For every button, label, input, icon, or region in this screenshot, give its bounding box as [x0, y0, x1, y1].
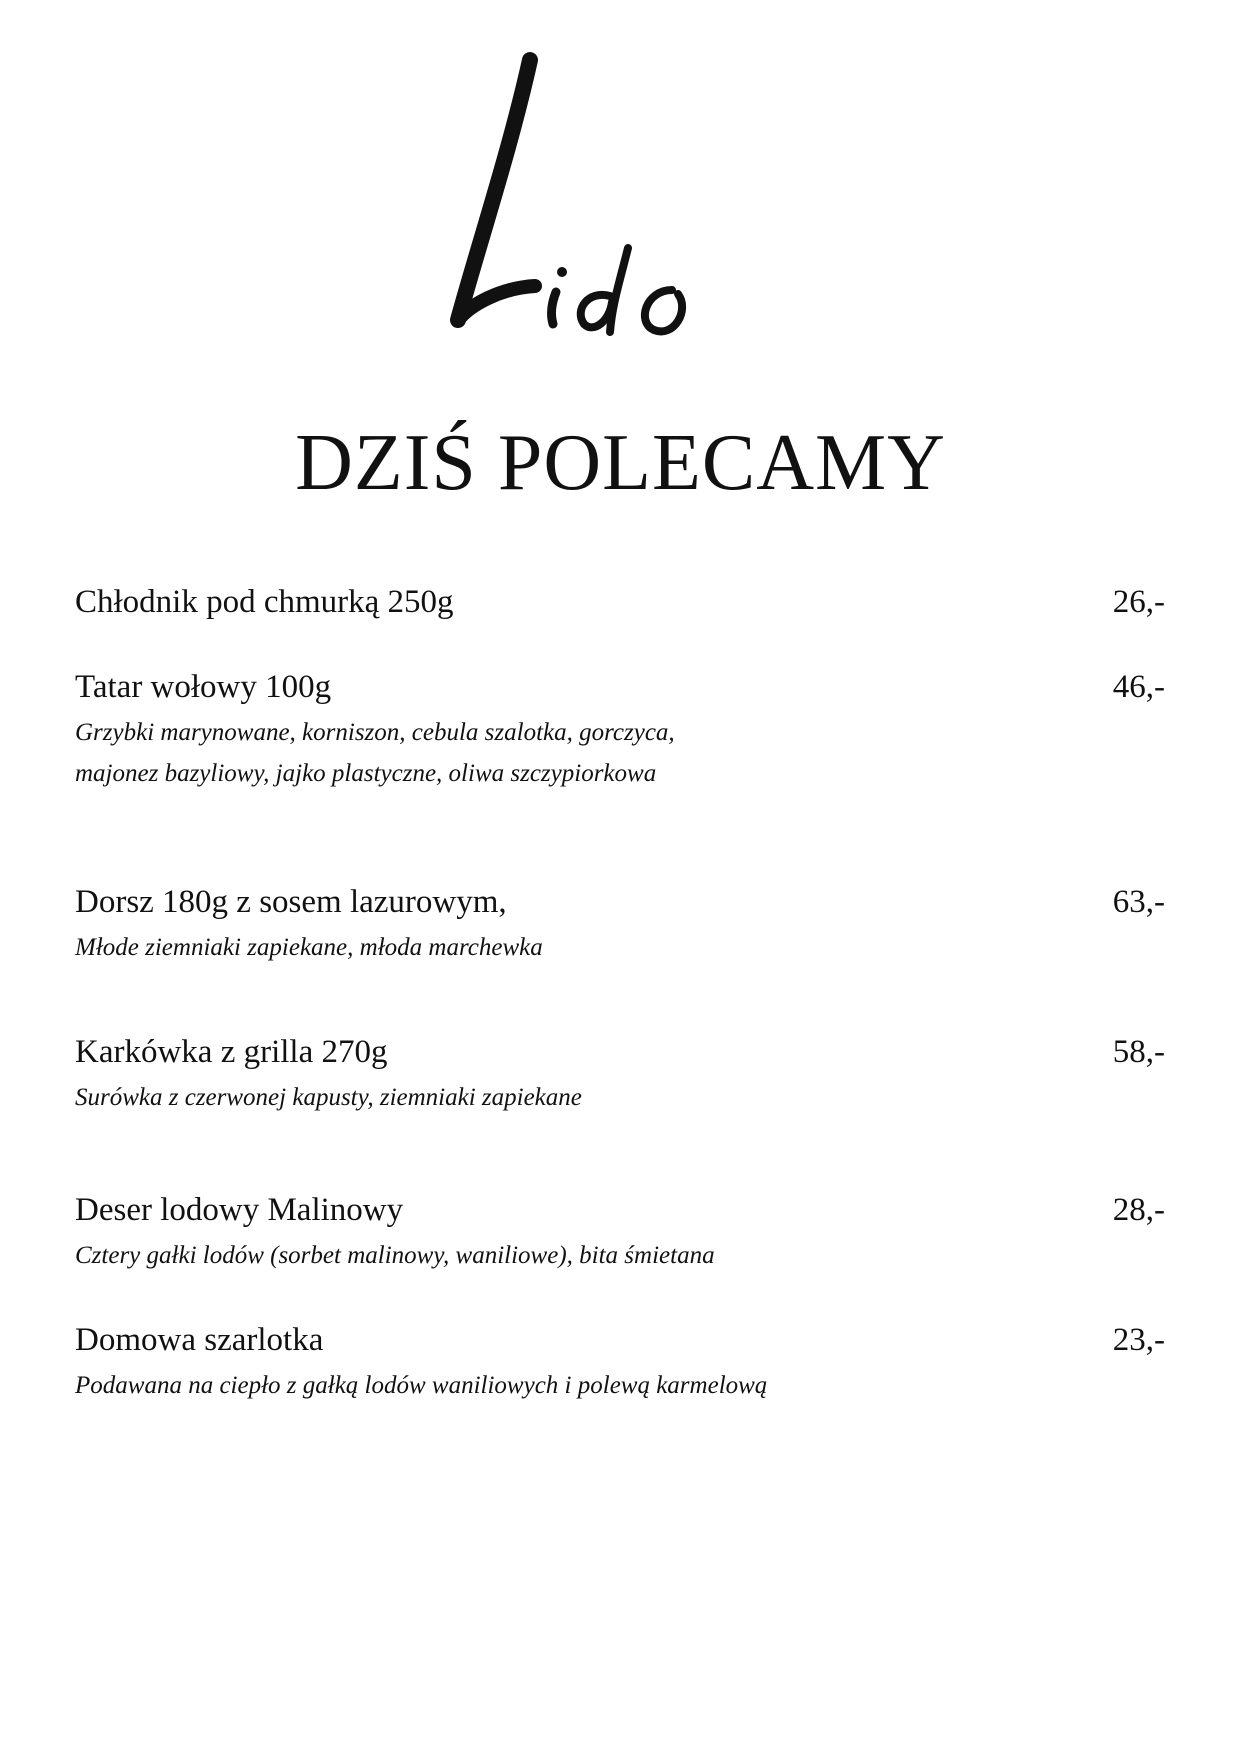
menu-item-price: 58,- — [1112, 1034, 1165, 1070]
menu-item-name: Tatar wołowy 100g — [75, 669, 332, 705]
menu-item — [75, 1318, 1165, 1407]
menu-item-price: 28,- — [1112, 1192, 1165, 1228]
menu-item-price: 23,- — [1112, 1322, 1165, 1358]
menu-item — [75, 1188, 1165, 1277]
menu-item-price: 63,- — [1112, 884, 1165, 920]
menu-item — [75, 580, 1165, 624]
menu-item-name: Domowa szarlotka — [75, 1322, 324, 1358]
menu-item-description: Grzybki marynowane, korniszon, cebula szalotka, gorczyca, — [75, 719, 675, 746]
menu-item-name: Chłodnik pod chmurką 250g — [75, 584, 454, 620]
page-title: DZIŚ POLECAMY — [295, 419, 946, 507]
menu-item-name: Deser lodowy Malinowy — [75, 1192, 404, 1228]
menu-item — [75, 880, 1165, 969]
menu-item-description: majonez bazyliowy, jajko plastyczne, oliwa szczypiorkowa — [75, 760, 657, 787]
menu-item — [75, 1030, 1165, 1119]
menu-item-price: 46,- — [1112, 669, 1165, 705]
lido-logo-mark — [440, 40, 730, 370]
menu-item-price: 26,- — [1112, 584, 1165, 620]
menu-item-description: Młode ziemniaki zapiekane, młoda marchewka — [75, 934, 543, 961]
menu-item-description: Surówka z czerwonej kapusty, ziemniaki zapiekane — [75, 1084, 582, 1111]
menu-item-description: Cztery gałki lodów (sorbet malinowy, waniliowe), bita śmietana — [75, 1242, 715, 1269]
lido-logo — [440, 40, 730, 370]
menu-item-name: Dorsz 180g z sosem lazurowym, — [75, 884, 507, 920]
menu-item-name: Karkówka z grilla 270g — [75, 1034, 388, 1070]
menu-item — [75, 665, 1165, 795]
menu-item-description: Podawana na ciepło z gałką lodów waniliowych i polewą karmelową — [75, 1372, 768, 1399]
